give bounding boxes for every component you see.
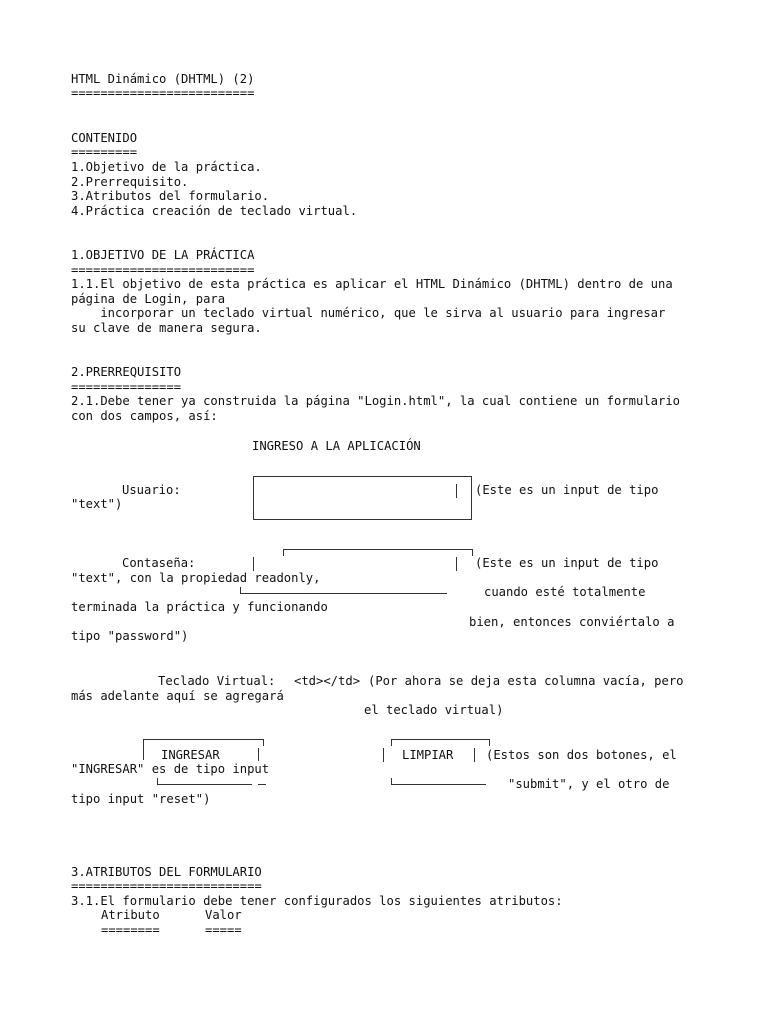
section2-underline: =============== bbox=[71, 380, 182, 394]
usuario-field-sketch bbox=[253, 476, 472, 520]
contrasena-field-bottom-tick bbox=[240, 587, 241, 593]
limpiar-button-bottom-tick bbox=[391, 778, 392, 784]
ingresar-button-label: INGRESAR bbox=[161, 748, 220, 762]
limpiar-button-bottom bbox=[391, 784, 486, 785]
section1-heading: 1.OBJETIVO DE LA PRÁCTICA bbox=[71, 248, 255, 262]
attr-column-underline: ======== bbox=[101, 923, 160, 937]
limpiar-button-top-tick bbox=[391, 739, 392, 746]
ingresar-button-right bbox=[258, 748, 259, 761]
contrasena-field-bottom bbox=[240, 593, 447, 594]
section3-underline: ========================== bbox=[71, 879, 262, 893]
contrasena-field-top-tick bbox=[472, 549, 473, 556]
limpiar-button-left bbox=[383, 748, 384, 762]
buttons-note: tipo input "reset") bbox=[71, 792, 211, 806]
ingresar-button-top bbox=[143, 739, 263, 740]
section1-underline: ========================= bbox=[71, 263, 255, 277]
contents-heading: CONTENIDO bbox=[71, 131, 138, 145]
contrasena-note: cuando esté totalmente bbox=[484, 585, 646, 599]
contents-item: 3.Atributos del formulario. bbox=[71, 189, 270, 203]
section3-line: 3.1.El formulario debe tener configurados los siguientes atributos: bbox=[71, 894, 563, 908]
section1-line: página de Login, para bbox=[71, 292, 226, 306]
contrasena-note: "text", con la propiedad readonly, bbox=[71, 571, 321, 585]
contrasena-note: tipo "password") bbox=[71, 629, 189, 643]
value-column-underline: ===== bbox=[205, 923, 242, 937]
contents-item: 2.Prerrequisito. bbox=[71, 175, 189, 189]
ingresar-button-bottom-tick bbox=[157, 778, 158, 784]
usuario-cursor-mark bbox=[456, 484, 457, 498]
document-title: HTML Dinámico (DHTML) (2) bbox=[71, 72, 255, 86]
buttons-note: "submit", y el otro de bbox=[508, 777, 670, 791]
buttons-note: (Estos son dos botones, el bbox=[486, 748, 677, 762]
limpiar-button-label: LIMPIAR bbox=[402, 748, 454, 762]
contrasena-label: Contaseña: bbox=[122, 556, 196, 570]
ingresar-button-right-tick bbox=[263, 739, 264, 746]
section2-heading: 2.PRERREQUISITO bbox=[71, 365, 182, 379]
section1-line: su clave de manera segura. bbox=[71, 321, 262, 335]
contrasena-note: bien, entonces conviértalo a bbox=[469, 615, 675, 629]
title-underline: ========================= bbox=[71, 86, 255, 100]
contrasena-note: terminada la práctica y funcionando bbox=[71, 600, 328, 614]
contrasena-cursor-mark bbox=[456, 557, 457, 571]
ingresar-button-left bbox=[143, 739, 144, 760]
contents-item: 1.Objetivo de la práctica. bbox=[71, 160, 262, 174]
limpiar-button-right bbox=[474, 748, 475, 762]
contrasena-field-top-tick bbox=[283, 549, 284, 556]
ingresar-button-bottom bbox=[157, 784, 252, 785]
contrasena-field-left bbox=[253, 557, 254, 571]
teclado-note: (Por ahora se deja esta columna vacía, pero bbox=[368, 674, 684, 688]
ingresar-button-bottom-dash bbox=[258, 784, 266, 785]
contents-underline: ========= bbox=[71, 145, 138, 159]
section2-line: 2.1.Debe tener ya construida la página "Login.html", la cual contiene un formulario bbox=[71, 394, 681, 408]
value-column-header: Valor bbox=[205, 908, 242, 922]
form-title: INGRESO A LA APLICACIÓN bbox=[252, 439, 421, 453]
section1-line: incorporar un teclado virtual numérico, que le sirva al usuario para ingresar bbox=[71, 306, 666, 320]
limpiar-button-top bbox=[391, 739, 489, 740]
teclado-label: Teclado Virtual: bbox=[158, 674, 276, 688]
section2-line: con dos campos, así: bbox=[71, 409, 218, 423]
section3-heading: 3.ATRIBUTOS DEL FORMULARIO bbox=[71, 865, 262, 879]
teclado-note: más adelante aquí se agregará bbox=[71, 689, 284, 703]
contents-item: 4.Práctica creación de teclado virtual. bbox=[71, 204, 358, 218]
usuario-note: (Este es un input de tipo bbox=[475, 483, 659, 497]
usuario-note: "text") bbox=[71, 497, 123, 511]
teclado-note: el teclado virtual) bbox=[364, 703, 504, 717]
contrasena-note: (Este es un input de tipo bbox=[475, 556, 659, 570]
limpiar-button-top-tick bbox=[489, 739, 490, 746]
teclado-code: <td></td> bbox=[294, 674, 361, 688]
usuario-label: Usuario: bbox=[122, 483, 181, 497]
attr-column-header: Atributo bbox=[101, 908, 160, 922]
section1-line: 1.1.El objetivo de esta práctica es aplicar el HTML Dinámico (DHTML) dentro de una bbox=[71, 277, 673, 291]
buttons-note: "INGRESAR" es de tipo input bbox=[71, 762, 270, 776]
contrasena-field-top bbox=[283, 549, 472, 550]
